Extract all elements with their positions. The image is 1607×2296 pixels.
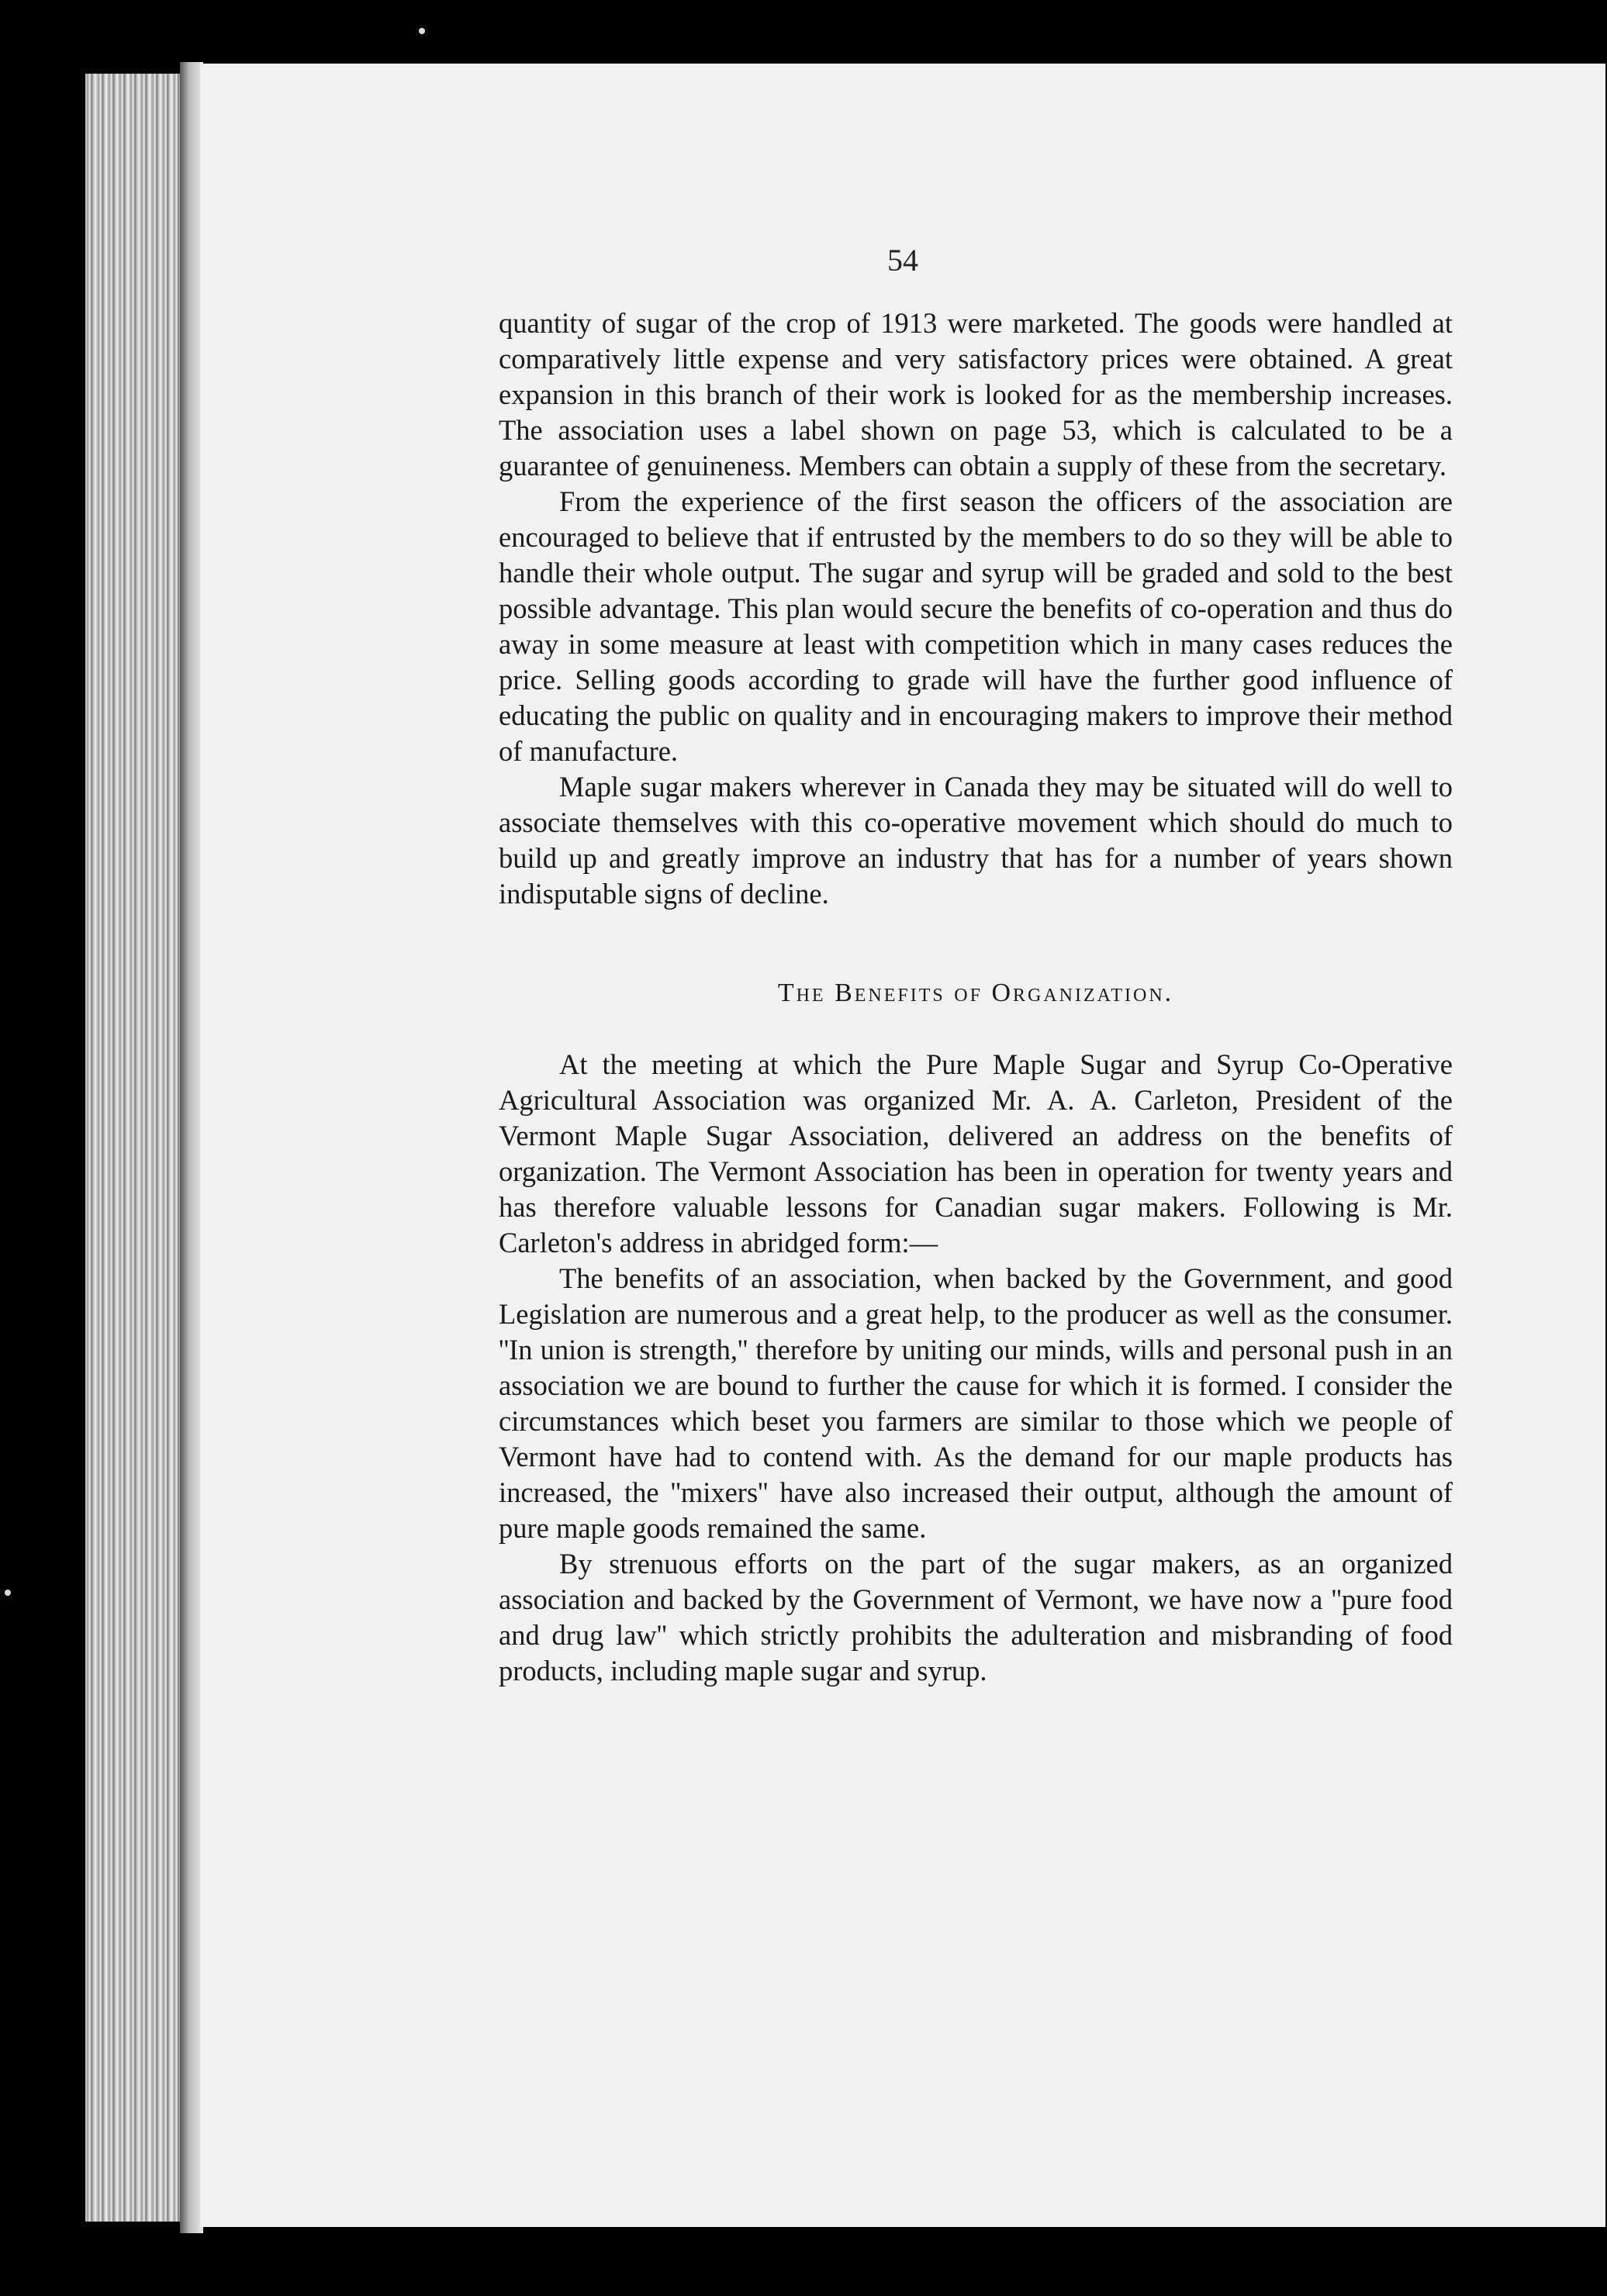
scan-speck [419, 28, 425, 34]
page-body [499, 306, 1453, 1689]
paragraph: From the experience of the first season the officers of the association are encouraged to believe that if entrusted by the members to do so they will be able to handle their whole output. The sugar and syrup will be graded and sold to the best possible advantage. This plan would secure the benefits of co-operation and thus do away in some measure at least with competition which in many cases reduces the price. Selling goods according to grade will have the further good influence of educating the public on quality and in encouraging makers to improve their method of manufacture. [499, 485, 1453, 767]
paragraph: At the meeting at which the Pure Maple Sugar and Syrup Co-Operative Agricultural Association was organized Mr. A. A. Carleton, President of the Vermont Maple Sugar Association, delivered an address on the benefits of organization. The Vermont Association has been in operation for twenty years and has therefore valuable lessons for Canadian sugar makers. Following is Mr. Carleton's address in abridged form:— [499, 1048, 1453, 1258]
paragraph: By strenuous efforts on the part of the sugar makers, as an organized association and backed by the Government of Vermont, we have now a ''pure food and drug law'' which strictly prohibits the adulteration and misbranding of food products, including maple sugar and syrup. [499, 1548, 1453, 1687]
book-page [200, 64, 1605, 2227]
section-heading: The Benefits of Organization. [777, 979, 1174, 1007]
page-number: 54 [887, 243, 918, 278]
paragraph: The benefits of an association, when backed by the Government, and good Legislation are numerous and a great help, to the producer as well as the consumer. ''In union is strength,'' therefore by uniting our minds, wills and personal push in an association we are bound to further the cause for which it is formed. I consider the circumstances which beset you farmers are similar to those which we people of Vermont have had to contend with. As the demand for our maple products has increased, the ''mixers'' have also increased their output, although the amount of pure maple goods remained the same. [499, 1262, 1453, 1544]
scan-speck [5, 1590, 11, 1596]
paragraph: Maple sugar makers wherever in Canada they may be situated will do well to associate themselves with this co-operative movement which should do much to build up and greatly improve an industry that has for a number of years shown indisputable signs of decline. [499, 771, 1453, 910]
paragraph: quantity of sugar of the crop of 1913 were marketed. The goods were handled at comparatively little expense and very satisfactory prices were obtained. A great expansion in this branch of their work is looked for as the membership increases. The association uses a label shown on page 53, which is calculated to be a guarantee of genuineness. Members can obtain a supply of these from the secretary. [499, 307, 1453, 482]
